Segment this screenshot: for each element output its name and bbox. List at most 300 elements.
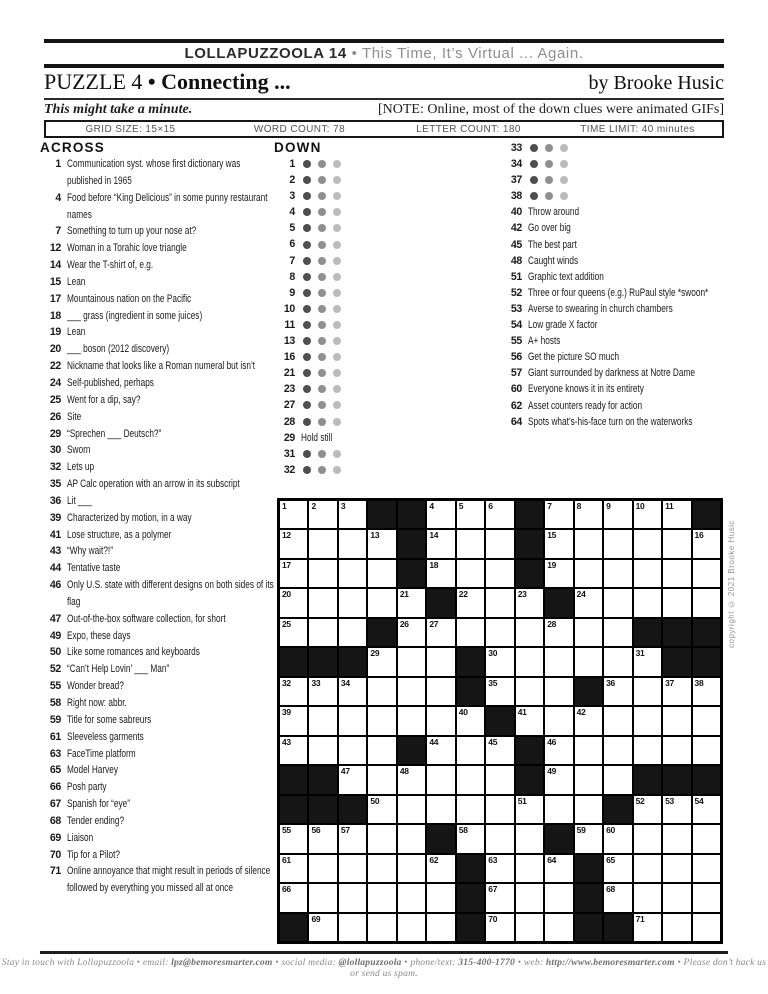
grid-cell[interactable] bbox=[456, 824, 485, 853]
grid-cell[interactable] bbox=[456, 529, 485, 558]
animated-gif-placeholder-dots bbox=[301, 333, 341, 349]
grid-cell[interactable] bbox=[426, 795, 455, 824]
grid-cell[interactable] bbox=[603, 500, 632, 529]
animated-gif-placeholder-dots bbox=[301, 269, 341, 285]
clue-text: Sworn bbox=[67, 444, 91, 457]
grid-cell[interactable] bbox=[603, 588, 632, 617]
clue-row bbox=[40, 661, 274, 678]
dot-icon bbox=[333, 176, 341, 184]
grid-cell[interactable] bbox=[662, 854, 691, 883]
clue-text: Spots what’s-his-face turn on the waterworks bbox=[528, 415, 693, 428]
clue-number: 4 bbox=[55, 191, 61, 204]
grid-cell[interactable] bbox=[574, 529, 603, 558]
grid-cell[interactable] bbox=[485, 765, 514, 794]
grid-cell[interactable] bbox=[426, 706, 455, 735]
grid-cell[interactable] bbox=[367, 824, 396, 853]
grid-cell[interactable] bbox=[397, 765, 426, 794]
grid-cell[interactable] bbox=[485, 736, 514, 765]
grid-cell[interactable] bbox=[544, 677, 573, 706]
cell-number: 35 bbox=[488, 677, 498, 688]
grid-cell[interactable] bbox=[456, 588, 485, 617]
clue-number: 38 bbox=[510, 190, 522, 203]
grid-cell[interactable] bbox=[338, 824, 367, 853]
grid-cell[interactable] bbox=[485, 883, 514, 912]
clue-number: 21 bbox=[283, 367, 295, 380]
grid-cell[interactable] bbox=[662, 529, 691, 558]
grid-cell[interactable] bbox=[308, 559, 337, 588]
word-count-info: WORD COUNT: 78 bbox=[253, 123, 346, 135]
grid-cell[interactable] bbox=[367, 736, 396, 765]
page-title bbox=[44, 69, 291, 95]
grid-cell[interactable] bbox=[485, 647, 514, 676]
grid-cell[interactable] bbox=[426, 647, 455, 676]
grid-cell[interactable] bbox=[485, 529, 514, 558]
grid-cell[interactable] bbox=[485, 559, 514, 588]
grid-cell[interactable] bbox=[426, 559, 455, 588]
grid-cell[interactable] bbox=[544, 795, 573, 824]
grid-cell[interactable] bbox=[485, 854, 514, 883]
grid-cell[interactable] bbox=[574, 824, 603, 853]
grid-cell[interactable] bbox=[662, 559, 691, 588]
grid-cell[interactable] bbox=[279, 500, 308, 529]
grid-cell[interactable] bbox=[603, 854, 632, 883]
clue-text: Averse to swearing in church chambers bbox=[528, 302, 673, 315]
clue-text: Three or four queens (e.g.) RuPaul style *swoon* bbox=[528, 286, 709, 299]
grid-cell[interactable] bbox=[633, 529, 662, 558]
grid-cell[interactable] bbox=[279, 618, 308, 647]
grid-cell[interactable] bbox=[338, 883, 367, 912]
grid-cell[interactable] bbox=[485, 913, 514, 942]
grid-cell[interactable] bbox=[574, 706, 603, 735]
grid-cell[interactable] bbox=[308, 500, 337, 529]
dot-icon bbox=[333, 466, 341, 474]
grid-cell[interactable] bbox=[456, 736, 485, 765]
grid-cell[interactable] bbox=[426, 529, 455, 558]
grid-cell[interactable] bbox=[574, 618, 603, 647]
animated-gif-placeholder-dots bbox=[528, 188, 568, 204]
grid-cell[interactable] bbox=[397, 588, 426, 617]
cell-number: 50 bbox=[370, 795, 380, 806]
tagline: This might take a minute. bbox=[44, 102, 193, 117]
title-rule bbox=[44, 98, 724, 100]
dot-icon bbox=[303, 466, 311, 474]
clue-row bbox=[274, 301, 400, 317]
grid-cell[interactable] bbox=[692, 677, 721, 706]
cell-number: 51 bbox=[517, 795, 527, 806]
clue-number: 64 bbox=[510, 415, 522, 428]
cell-number: 3 bbox=[340, 501, 346, 511]
grid-cell[interactable] bbox=[515, 588, 544, 617]
grid-cell[interactable] bbox=[515, 647, 544, 676]
cell-number: 6 bbox=[488, 501, 493, 511]
clue-row bbox=[501, 172, 731, 188]
footer-contact-value: lpz@bemoresmarter.com bbox=[171, 957, 273, 968]
dot-icon bbox=[318, 305, 326, 313]
clue-text: Liaison bbox=[67, 831, 94, 844]
grid-cell[interactable] bbox=[367, 677, 396, 706]
grid-cell[interactable] bbox=[633, 677, 662, 706]
grid-cell[interactable] bbox=[367, 765, 396, 794]
grid-cell[interactable] bbox=[544, 765, 573, 794]
grid-cell[interactable] bbox=[308, 706, 337, 735]
grid-cell[interactable] bbox=[662, 883, 691, 912]
grid-cell[interactable] bbox=[308, 618, 337, 647]
grid-cell[interactable] bbox=[338, 559, 367, 588]
animated-gif-placeholder-dots bbox=[301, 317, 341, 333]
grid-cell[interactable] bbox=[279, 706, 308, 735]
grid-cell[interactable] bbox=[367, 647, 396, 676]
clue-number: 55 bbox=[510, 335, 522, 348]
cell-number: 25 bbox=[282, 618, 291, 629]
grid-cell[interactable] bbox=[515, 677, 544, 706]
clue-number: 1 bbox=[55, 158, 61, 170]
grid-cell[interactable] bbox=[574, 795, 603, 824]
grid-cell[interactable] bbox=[574, 559, 603, 588]
clue-row bbox=[501, 365, 731, 381]
clue-row bbox=[40, 459, 274, 476]
grid-cell[interactable] bbox=[692, 559, 721, 588]
grid-cell[interactable] bbox=[662, 913, 691, 942]
dot-icon bbox=[303, 353, 311, 361]
grid-cell[interactable] bbox=[308, 588, 337, 617]
cell-number: 61 bbox=[282, 854, 291, 865]
cell-number: 19 bbox=[547, 559, 557, 570]
cell-number: 66 bbox=[282, 884, 291, 895]
grid-cell[interactable] bbox=[367, 795, 396, 824]
grid-cell[interactable] bbox=[692, 736, 721, 765]
grid-cell[interactable] bbox=[426, 736, 455, 765]
grid-cell[interactable] bbox=[515, 913, 544, 942]
clue-text: Out-of-the-box software collection, for short bbox=[67, 612, 226, 625]
grid-cell[interactable] bbox=[397, 795, 426, 824]
grid-cell[interactable] bbox=[397, 883, 426, 912]
cell-number: 4 bbox=[429, 501, 434, 511]
grid-cell[interactable] bbox=[603, 647, 632, 676]
grid-cell[interactable] bbox=[544, 529, 573, 558]
dot-icon bbox=[333, 369, 341, 377]
grid-cell[interactable] bbox=[603, 706, 632, 735]
grid-cell[interactable] bbox=[574, 500, 603, 529]
clue-text: “Why wait?!” bbox=[67, 545, 113, 558]
grid-cell[interactable] bbox=[692, 883, 721, 912]
grid-cell[interactable] bbox=[308, 529, 337, 558]
clue-row bbox=[40, 291, 274, 308]
clue-row bbox=[274, 365, 400, 381]
copyright-notice: copyright © 2021 Brooke Husic bbox=[727, 520, 736, 648]
cell-number: 62 bbox=[429, 854, 439, 865]
grid-cell[interactable] bbox=[279, 854, 308, 883]
cell-number: 44 bbox=[429, 736, 439, 747]
grid-cell[interactable] bbox=[338, 765, 367, 794]
dot-icon bbox=[303, 208, 311, 216]
footer-contact-value: http://www.bemoresmarter.com bbox=[545, 957, 675, 968]
grid-cell[interactable] bbox=[662, 677, 691, 706]
grid-cell[interactable] bbox=[515, 854, 544, 883]
grid-cell[interactable] bbox=[279, 883, 308, 912]
grid-cell[interactable] bbox=[574, 765, 603, 794]
grid-cell[interactable] bbox=[397, 647, 426, 676]
clue-text: Tentative taste bbox=[67, 562, 121, 575]
grid-cell[interactable] bbox=[338, 706, 367, 735]
grid-cell[interactable] bbox=[338, 736, 367, 765]
grid-cell[interactable] bbox=[633, 854, 662, 883]
grid-cell[interactable] bbox=[692, 529, 721, 558]
dot-icon bbox=[303, 321, 311, 329]
grid-cell[interactable] bbox=[574, 647, 603, 676]
clue-number: 59 bbox=[49, 713, 61, 726]
grid-cell[interactable] bbox=[633, 913, 662, 942]
grid-cell[interactable] bbox=[603, 529, 632, 558]
grid-cell[interactable] bbox=[544, 618, 573, 647]
clue-number: 54 bbox=[510, 319, 522, 332]
grid-cell[interactable] bbox=[426, 913, 455, 942]
grid-cell[interactable] bbox=[308, 854, 337, 883]
grid-cell[interactable] bbox=[574, 588, 603, 617]
animated-gif-placeholder-dots bbox=[301, 172, 341, 188]
grid-cell[interactable] bbox=[456, 618, 485, 647]
grid-cell[interactable] bbox=[279, 588, 308, 617]
grid-cell[interactable] bbox=[308, 913, 337, 942]
clue-row bbox=[501, 333, 731, 349]
grid-cell[interactable] bbox=[633, 559, 662, 588]
grid-cell[interactable] bbox=[515, 883, 544, 912]
grid-cell[interactable] bbox=[544, 736, 573, 765]
clue-number: 40 bbox=[510, 206, 522, 219]
clue-number: 66 bbox=[49, 781, 61, 794]
black-square bbox=[515, 500, 544, 529]
grid-cell[interactable] bbox=[485, 795, 514, 824]
clue-number: 45 bbox=[510, 238, 522, 251]
clue-number: 34 bbox=[510, 158, 522, 171]
grid-cell[interactable] bbox=[456, 706, 485, 735]
grid-cell[interactable] bbox=[367, 913, 396, 942]
grid-cell[interactable] bbox=[397, 824, 426, 853]
grid-cell[interactable] bbox=[692, 854, 721, 883]
grid-cell[interactable] bbox=[603, 883, 632, 912]
grid-cell[interactable] bbox=[456, 500, 485, 529]
grid-cell[interactable] bbox=[662, 736, 691, 765]
clue-row bbox=[274, 397, 400, 413]
cell-number: 64 bbox=[547, 854, 557, 865]
grid-cell[interactable] bbox=[692, 824, 721, 853]
grid-cell[interactable] bbox=[662, 824, 691, 853]
grid-cell[interactable] bbox=[603, 765, 632, 794]
cell-number: 69 bbox=[311, 913, 321, 924]
grid-cell[interactable] bbox=[603, 736, 632, 765]
clue-number: 28 bbox=[283, 415, 295, 428]
grid-cell[interactable] bbox=[338, 588, 367, 617]
letter-count-info: LETTER COUNT: 180 bbox=[416, 123, 521, 135]
grid-cell[interactable] bbox=[603, 618, 632, 647]
down-clue-list-1 bbox=[274, 156, 400, 478]
grid-cell[interactable] bbox=[397, 677, 426, 706]
clue-text: “Can’t Help Lovin’ ___ Man” bbox=[67, 663, 170, 676]
clue-row bbox=[501, 414, 731, 430]
black-square bbox=[633, 765, 662, 794]
grid-cell[interactable] bbox=[279, 529, 308, 558]
clue-number: 24 bbox=[49, 376, 61, 389]
black-square bbox=[515, 529, 544, 558]
grid-cell[interactable] bbox=[662, 500, 691, 529]
black-square bbox=[574, 913, 603, 942]
grid-cell[interactable] bbox=[397, 854, 426, 883]
cell-number: 37 bbox=[665, 677, 674, 688]
grid-cell[interactable] bbox=[485, 677, 514, 706]
grid-cell[interactable] bbox=[426, 854, 455, 883]
clue-text: Lean bbox=[67, 326, 86, 339]
grid-cell[interactable] bbox=[544, 647, 573, 676]
cell-number: 53 bbox=[665, 795, 674, 806]
grid-cell[interactable] bbox=[662, 795, 691, 824]
grid-cell[interactable] bbox=[544, 883, 573, 912]
grid-cell[interactable] bbox=[308, 736, 337, 765]
dot-icon bbox=[318, 241, 326, 249]
masthead-subtitle: • This Time, It’s Virtual ... Again. bbox=[346, 45, 584, 62]
grid-cell[interactable] bbox=[426, 500, 455, 529]
grid-cell[interactable] bbox=[603, 559, 632, 588]
grid-cell[interactable] bbox=[515, 795, 544, 824]
clue-text: Model Harvey bbox=[67, 764, 119, 777]
grid-cell[interactable] bbox=[544, 913, 573, 942]
grid-cell[interactable] bbox=[367, 588, 396, 617]
animated-gif-placeholder-dots bbox=[301, 381, 341, 397]
grid-cell[interactable] bbox=[367, 706, 396, 735]
grid-cell[interactable] bbox=[426, 765, 455, 794]
clue-text: Expo, these days bbox=[67, 629, 131, 642]
cell-number: 67 bbox=[488, 884, 498, 895]
black-square bbox=[279, 647, 308, 676]
grid-cell[interactable] bbox=[338, 913, 367, 942]
black-square bbox=[367, 500, 396, 529]
grid-cell[interactable] bbox=[367, 529, 396, 558]
clue-number: 31 bbox=[283, 447, 295, 460]
grid-cell[interactable] bbox=[662, 588, 691, 617]
grid-cell[interactable] bbox=[279, 736, 308, 765]
clue-row bbox=[40, 341, 274, 358]
footer-contact-value: @lollapuzzoola bbox=[338, 957, 402, 968]
black-square bbox=[662, 765, 691, 794]
grid-cell[interactable] bbox=[544, 706, 573, 735]
black-square bbox=[456, 854, 485, 883]
grid-cell[interactable] bbox=[338, 500, 367, 529]
grid-cell[interactable] bbox=[633, 588, 662, 617]
grid-cell[interactable] bbox=[692, 913, 721, 942]
grid-cell[interactable] bbox=[338, 677, 367, 706]
grid-cell[interactable] bbox=[633, 883, 662, 912]
clue-row bbox=[501, 398, 731, 414]
grid-cell[interactable] bbox=[367, 559, 396, 588]
grid-cell[interactable] bbox=[544, 500, 573, 529]
grid-cell[interactable] bbox=[397, 913, 426, 942]
grid-cell[interactable] bbox=[692, 795, 721, 824]
clue-number: 29 bbox=[49, 427, 61, 440]
clue-text: Lean bbox=[67, 275, 86, 288]
cell-number: 13 bbox=[370, 530, 380, 541]
grid-cell[interactable] bbox=[426, 618, 455, 647]
animated-gif-placeholder-dots bbox=[301, 156, 341, 172]
clue-number: 23 bbox=[283, 383, 295, 396]
clue-number: 17 bbox=[49, 292, 61, 305]
clue-row bbox=[40, 762, 274, 779]
cell-number: 58 bbox=[458, 825, 468, 836]
dot-icon bbox=[318, 337, 326, 345]
grid-cell[interactable] bbox=[692, 706, 721, 735]
black-square bbox=[544, 588, 573, 617]
grid-cell[interactable] bbox=[633, 795, 662, 824]
grid-cell[interactable] bbox=[456, 559, 485, 588]
grid-cell[interactable] bbox=[397, 618, 426, 647]
grid-cell[interactable] bbox=[544, 854, 573, 883]
grid-cell[interactable] bbox=[308, 824, 337, 853]
grid-cell[interactable] bbox=[338, 529, 367, 558]
clue-number: 57 bbox=[510, 367, 522, 380]
grid-cell[interactable] bbox=[515, 824, 544, 853]
clue-row bbox=[274, 269, 400, 285]
animated-gif-placeholder-dots bbox=[301, 220, 341, 236]
grid-cell[interactable] bbox=[485, 618, 514, 647]
grid-cell[interactable] bbox=[515, 706, 544, 735]
clue-number: 41 bbox=[49, 528, 61, 541]
clue-text: Get the picture SO much bbox=[528, 351, 620, 364]
clue-row bbox=[40, 223, 274, 240]
grid-cell[interactable] bbox=[633, 647, 662, 676]
grid-cell[interactable] bbox=[633, 706, 662, 735]
clue-text: Nickname that looks like a Roman numeral but isn’t bbox=[67, 360, 256, 373]
grid-cell[interactable] bbox=[692, 588, 721, 617]
cell-number: 14 bbox=[429, 530, 439, 541]
grid-cell[interactable] bbox=[367, 854, 396, 883]
grid-cell[interactable] bbox=[279, 824, 308, 853]
clue-row bbox=[40, 813, 274, 830]
grid-cell[interactable] bbox=[485, 500, 514, 529]
grid-cell[interactable] bbox=[279, 559, 308, 588]
black-square bbox=[515, 559, 544, 588]
grid-cell[interactable] bbox=[426, 883, 455, 912]
grid-cell[interactable] bbox=[456, 765, 485, 794]
black-square bbox=[662, 618, 691, 647]
clue-row bbox=[501, 220, 731, 236]
grid-cell[interactable] bbox=[279, 677, 308, 706]
grid-cell[interactable] bbox=[367, 883, 396, 912]
cell-number: 12 bbox=[282, 530, 291, 541]
grid-cell[interactable] bbox=[633, 824, 662, 853]
grid-cell[interactable] bbox=[603, 824, 632, 853]
grid-cell[interactable] bbox=[308, 883, 337, 912]
grid-cell[interactable] bbox=[308, 677, 337, 706]
dot-icon bbox=[545, 144, 553, 152]
grid-cell[interactable] bbox=[456, 795, 485, 824]
grid-cell[interactable] bbox=[662, 706, 691, 735]
grid-cell[interactable] bbox=[633, 500, 662, 529]
grid-cell[interactable] bbox=[426, 677, 455, 706]
grid-cell[interactable] bbox=[397, 706, 426, 735]
grid-cell[interactable] bbox=[338, 618, 367, 647]
dot-icon bbox=[333, 241, 341, 249]
grid-cell[interactable] bbox=[515, 618, 544, 647]
clue-number: 25 bbox=[49, 393, 61, 406]
clue-row bbox=[274, 204, 400, 220]
dot-icon bbox=[545, 160, 553, 168]
grid-cell[interactable] bbox=[603, 677, 632, 706]
grid-cell[interactable] bbox=[485, 824, 514, 853]
grid-cell[interactable] bbox=[338, 854, 367, 883]
across-clue-column bbox=[40, 140, 274, 897]
grid-cell[interactable] bbox=[544, 559, 573, 588]
grid-cell[interactable] bbox=[485, 588, 514, 617]
grid-cell[interactable] bbox=[574, 736, 603, 765]
grid-cell[interactable] bbox=[633, 736, 662, 765]
clue-row bbox=[40, 746, 274, 763]
